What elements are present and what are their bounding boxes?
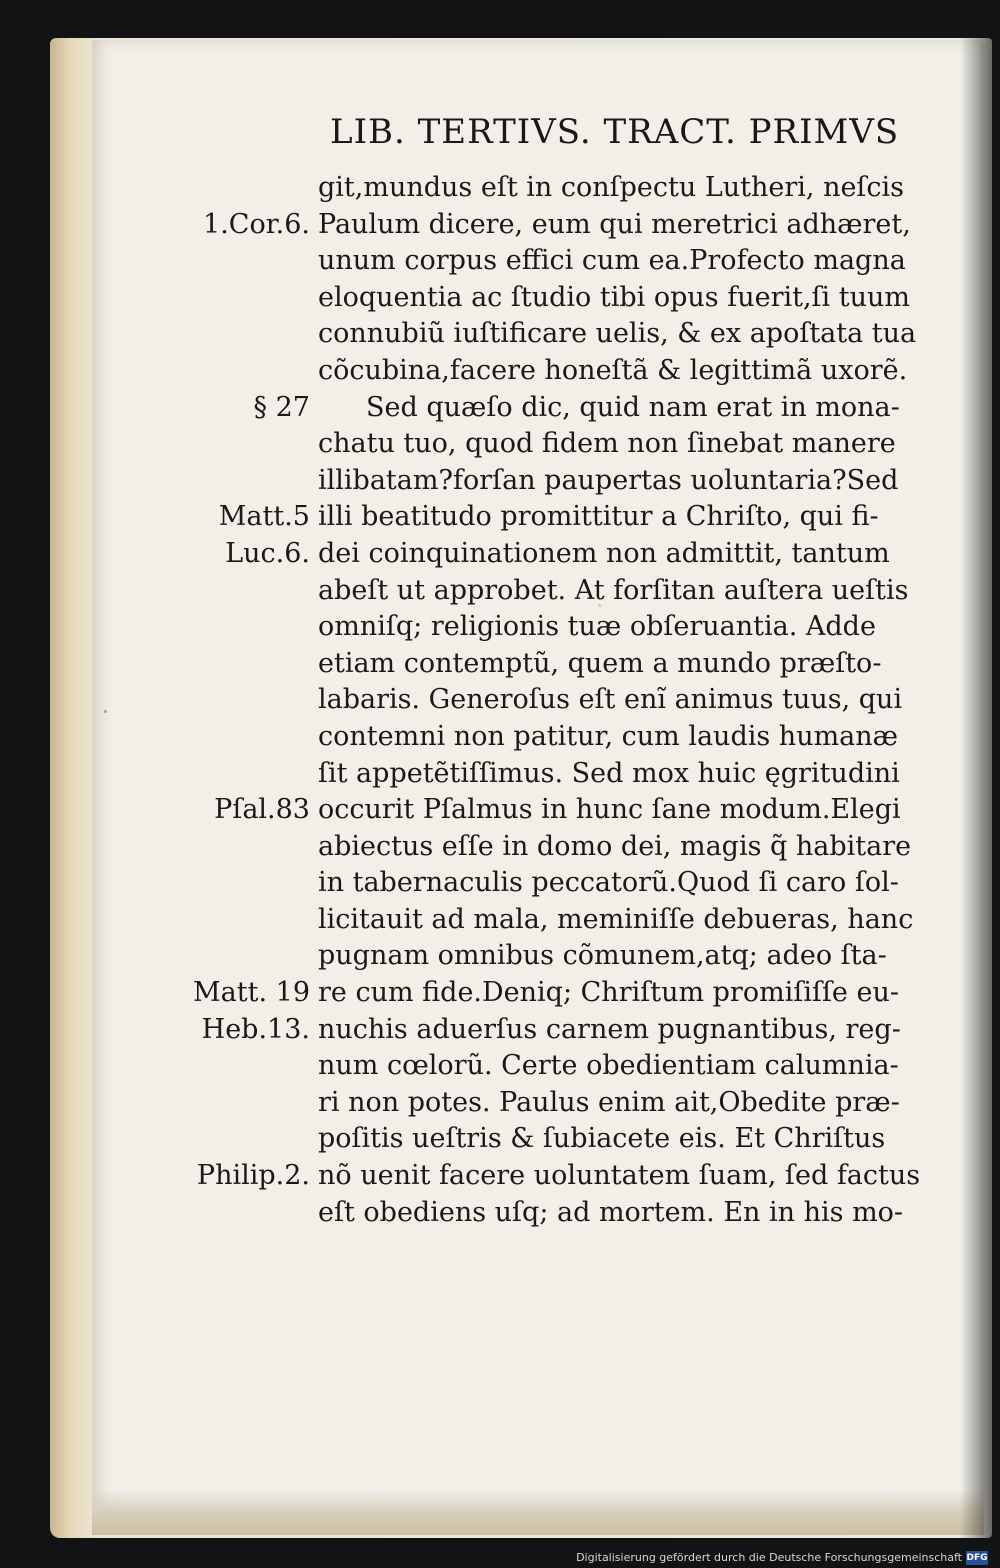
margin-spacer — [150, 902, 310, 939]
text-line: nuchis aduerſus carnem pugnantibus, reg- — [318, 1013, 901, 1045]
text-line: eloquentia ac ſtudio tibi opus fuerit,ſi tuum — [318, 281, 910, 313]
text-line: abiectus eſſe in domo dei, magis q̃ habitare — [318, 830, 912, 862]
text-line: num cœlorũ. Certe obedientiam calumnia- — [318, 1050, 899, 1082]
text-line: Sed quæſo dic, quid nam erat in mona- — [366, 391, 900, 423]
text-line: connubiũ iuſtificare uelis, & ex apoſtata tua — [318, 318, 917, 350]
margin-spacer — [150, 865, 310, 902]
margin-spacer — [150, 573, 310, 610]
text-line: omniſq; religionis tuæ obſeruantia. Adde — [318, 611, 876, 643]
margin-spacer — [150, 426, 310, 463]
margin-spacer — [150, 463, 310, 500]
spine-shadow — [960, 38, 1000, 1538]
margin-note: Matt. 19 — [193, 977, 310, 1009]
margin-spacer — [150, 756, 310, 793]
margin-spacer — [150, 316, 310, 353]
text-line: labaris. Generoſus eſt enĩ animus tuus, qui — [318, 684, 903, 716]
margin-spacer — [150, 243, 310, 280]
margin-spacer — [150, 609, 310, 646]
margin-spacer — [150, 170, 310, 207]
text-line: occurit Pſalmus in hunc ſane modum.Elegi — [318, 794, 901, 826]
margin-spacer — [150, 1121, 310, 1158]
margin-spacer — [150, 353, 310, 390]
text-line: eſt obediens uſq; ad mortem. En in his mo- — [318, 1196, 904, 1228]
margin-note: § 27 — [253, 391, 310, 423]
text-line: ri non potes. Paulus enim ait,Obedite præ- — [318, 1086, 900, 1118]
paper-speck — [104, 710, 107, 713]
margin-spacer — [150, 280, 310, 317]
margin-spacer — [150, 1085, 310, 1122]
margin-spacer — [150, 1195, 310, 1232]
text-line: etiam contemptũ, quem a mundo præſto- — [318, 647, 882, 679]
margin-spacer — [150, 719, 310, 756]
text-line: dei coinquinationem non admittit, tantum — [318, 537, 890, 569]
footer-credit: Digitalisierung gefördert durch die Deutsche Forschungsgemeinschaft — [576, 1551, 962, 1564]
margin-note: Heb.13. — [201, 1013, 310, 1045]
margin-note: Matt.5 — [218, 501, 310, 533]
body-text — [318, 170, 948, 1231]
dfg-logo: DFG — [966, 1553, 988, 1563]
text-line: git,mundus eſt in conſpectu Lutheri, neſcis — [318, 172, 905, 203]
text-line: unum corpus effici cum ea.Profecto magna — [318, 245, 906, 277]
margin-spacer — [150, 938, 310, 975]
text-line: licitauit ad mala, meminiſſe debueras, hanc — [318, 903, 914, 935]
text-line: cõcubina,facere honeſtã & legittimã uxorẽ. — [318, 354, 908, 386]
text-line: chatu tuo, quod fidem non ſinebat manere — [318, 428, 896, 460]
page-bottom-wear — [92, 1490, 984, 1535]
margin-spacer — [150, 829, 310, 866]
margin-note: 1.Cor.6. — [203, 208, 310, 240]
text-line: pugnam omnibus cõmunem,atq; adeo ſta- — [318, 940, 887, 972]
text-line: abeſt ut approbet. At forſitan auſtera ueſtis — [318, 574, 909, 606]
text-line: in tabernaculis peccatorũ.Quod ſi caro ſol- — [318, 867, 899, 899]
text-line: contemni non patitur, cum laudis humanæ — [318, 720, 899, 752]
margin-spacer — [150, 682, 310, 719]
text-line: illibatam?forſan paupertas uoluntaria?Sed — [318, 464, 899, 496]
margin-spacer — [150, 646, 310, 683]
margin-note: Philip.2. — [196, 1160, 310, 1192]
margin-note: Luc.6. — [225, 537, 310, 569]
text-line: re cum fide.Deniq; Chriſtum promiſiſſe eu- — [318, 977, 899, 1009]
text-line: illi beatitudo promittitur a Chriſto, qui fi- — [318, 501, 879, 533]
text-line: ſit appetẽtiſſimus. Sed mox huic ęgritudini — [318, 757, 900, 789]
margin-note: Pſal.83 — [214, 794, 310, 826]
text-line: nõ uenit facere uoluntatem ſuam, ſed factus — [318, 1160, 921, 1192]
margin-spacer — [150, 1048, 310, 1085]
running-head: LIB. TERTIVS. TRACT. PRIMVS — [330, 112, 900, 152]
margin-notes — [150, 170, 310, 1231]
text-line: Paulum dicere, eum qui meretrici adhæret, — [318, 208, 911, 240]
text-line: poſitis ueſtris & ſubiacete eis. Et Chriſtus — [318, 1123, 886, 1155]
